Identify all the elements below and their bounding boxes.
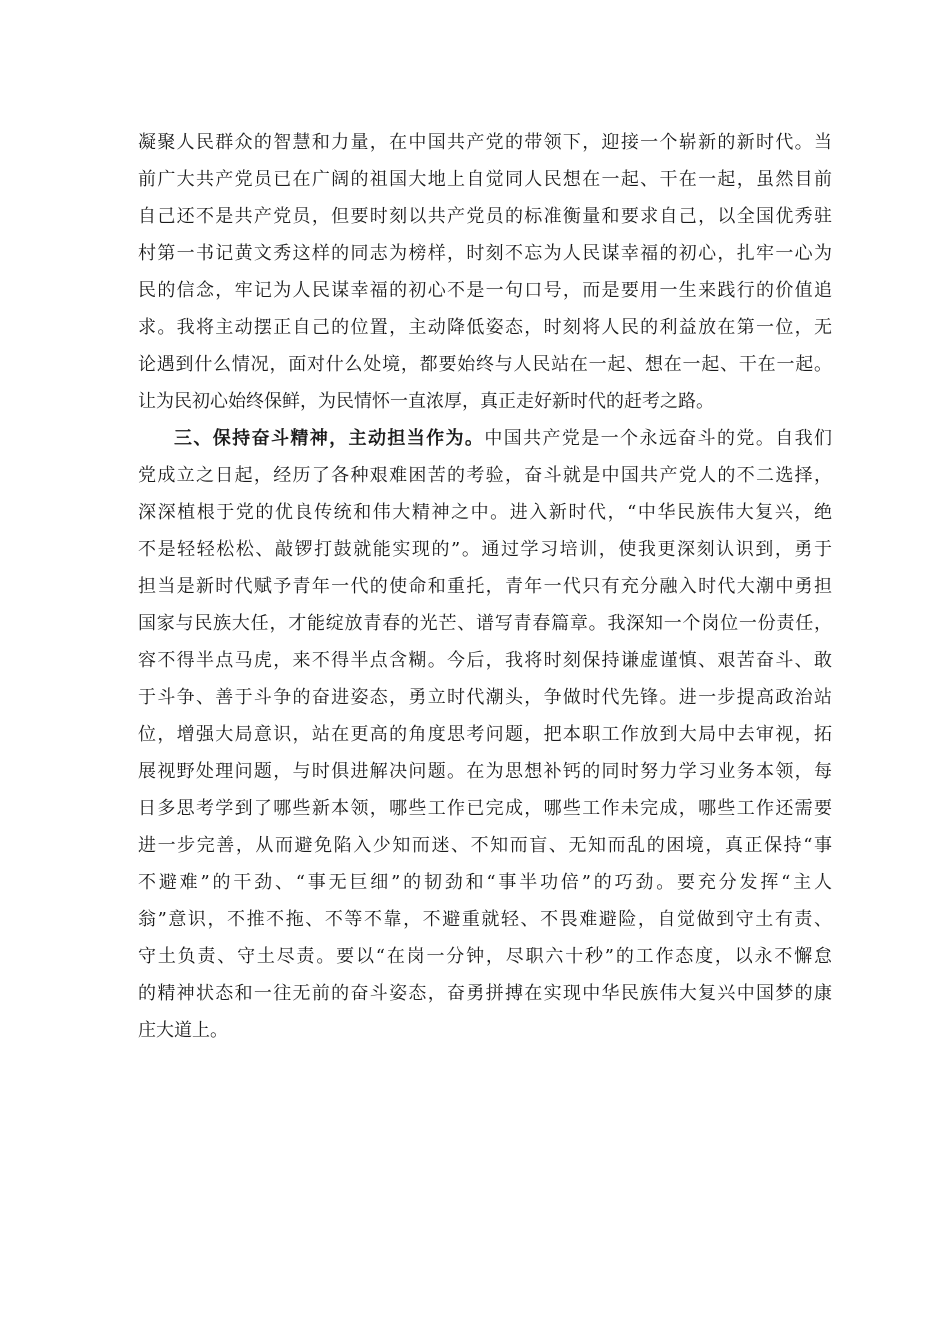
paragraph-line: 让为民初心始终保鲜，为民情怀一直浓厚，真正走好新时代的赶考之路。 — [138, 391, 714, 412]
paragraph-line: 容不得半点马虎，来不得半点含糊。今后，我将时刻保持谦虚谨慎、艰苦奋斗、敢 — [138, 650, 832, 671]
paragraph-line: 翁”意识，不推不拖、不等不靠，不避重就轻、不畏难避险，自觉做到守土有责、 — [138, 909, 832, 930]
paragraph-line: 民的信念，牢记为人民谋幸福的初心不是一句口号，而是要用一生来践行的价值追 — [138, 280, 832, 301]
paragraph-2 — [138, 420, 832, 1049]
paragraph-line: 位，增强大局意识，站在更高的角度思考问题，把本职工作放到大局中去审视，拓 — [138, 724, 832, 745]
paragraph-line: 的精神状态和一往无前的奋斗姿态，奋勇拼搏在实现中华民族伟大复兴中国梦的康 — [138, 983, 832, 1004]
paragraph-text: 中国共产党是一个永远奋斗的党。自我们 — [484, 428, 833, 449]
paragraph-line: 党成立之日起，经历了各种艰难困苦的考验，奋斗就是中国共产党人的不二选择， — [138, 465, 832, 486]
paragraph-line: 深深植根于党的优良传统和伟大精神之中。进入新时代，“中华民族伟大复兴，绝 — [138, 502, 832, 523]
paragraph-line: 国家与民族大任，才能绽放青春的光芒、谱写青春篇章。我深知一个岗位一份责任， — [138, 613, 832, 634]
paragraph-line: 不是轻轻松松、敲锣打鼓就能实现的”。通过学习培训，使我更深刻认识到，勇于 — [138, 539, 832, 560]
paragraph-1 — [138, 124, 832, 420]
paragraph-line: 前广大共产党员已在广阔的祖国大地上自觉同人民想在一起、干在一起，虽然目前 — [138, 169, 832, 190]
paragraph-first-line — [138, 420, 832, 457]
paragraph-line: 凝聚人民群众的智慧和力量，在中国共产党的带领下，迎接一个崭新的新时代。当 — [138, 132, 832, 153]
paragraph-line: 论遇到什么情况，面对什么处境，都要始终与人民站在一起、想在一起、干在一起。 — [138, 354, 832, 375]
section-heading: 三、保持奋斗精神，主动担当作为。 — [174, 428, 485, 449]
paragraph-line: 进一步完善，从而避免陷入少知而迷、不知而盲、无知而乱的困境，真正保持“事 — [138, 835, 832, 856]
paragraph-line: 不避难”的干劲、“事无巨细”的韧劲和“事半功倍”的巧劲。要充分发挥“主人 — [138, 872, 832, 893]
paragraph-line: 自己还不是共产党员，但要时刻以共产党员的标准衡量和要求自己，以全国优秀驻 — [138, 206, 832, 227]
paragraph-line: 担当是新时代赋予青年一代的使命和重托，青年一代只有充分融入时代大潮中勇担 — [138, 576, 832, 597]
paragraph-line: 于斗争、善于斗争的奋进姿态，勇立时代潮头，争做时代先锋。进一步提高政治站 — [138, 687, 832, 708]
paragraph-line: 庄大道上。 — [138, 1020, 228, 1041]
paragraph-line: 日多思考学到了哪些新本领，哪些工作已完成，哪些工作未完成，哪些工作还需要 — [138, 798, 832, 819]
paragraph-line: 展视野处理问题，与时俱进解决问题。在为思想补钙的同时努力学习业务本领，每 — [138, 761, 832, 782]
document-body — [138, 124, 832, 1049]
paragraph-line: 村第一书记黄文秀这样的同志为榜样，时刻不忘为人民谋幸福的初心，扎牢一心为 — [138, 243, 832, 264]
paragraph-line: 守土负责、守土尽责。要以“在岗一分钟，尽职六十秒”的工作态度，以永不懈怠 — [138, 946, 832, 967]
paragraph-line: 求。我将主动摆正自己的位置，主动降低姿态，时刻将人民的利益放在第一位，无 — [138, 317, 832, 338]
